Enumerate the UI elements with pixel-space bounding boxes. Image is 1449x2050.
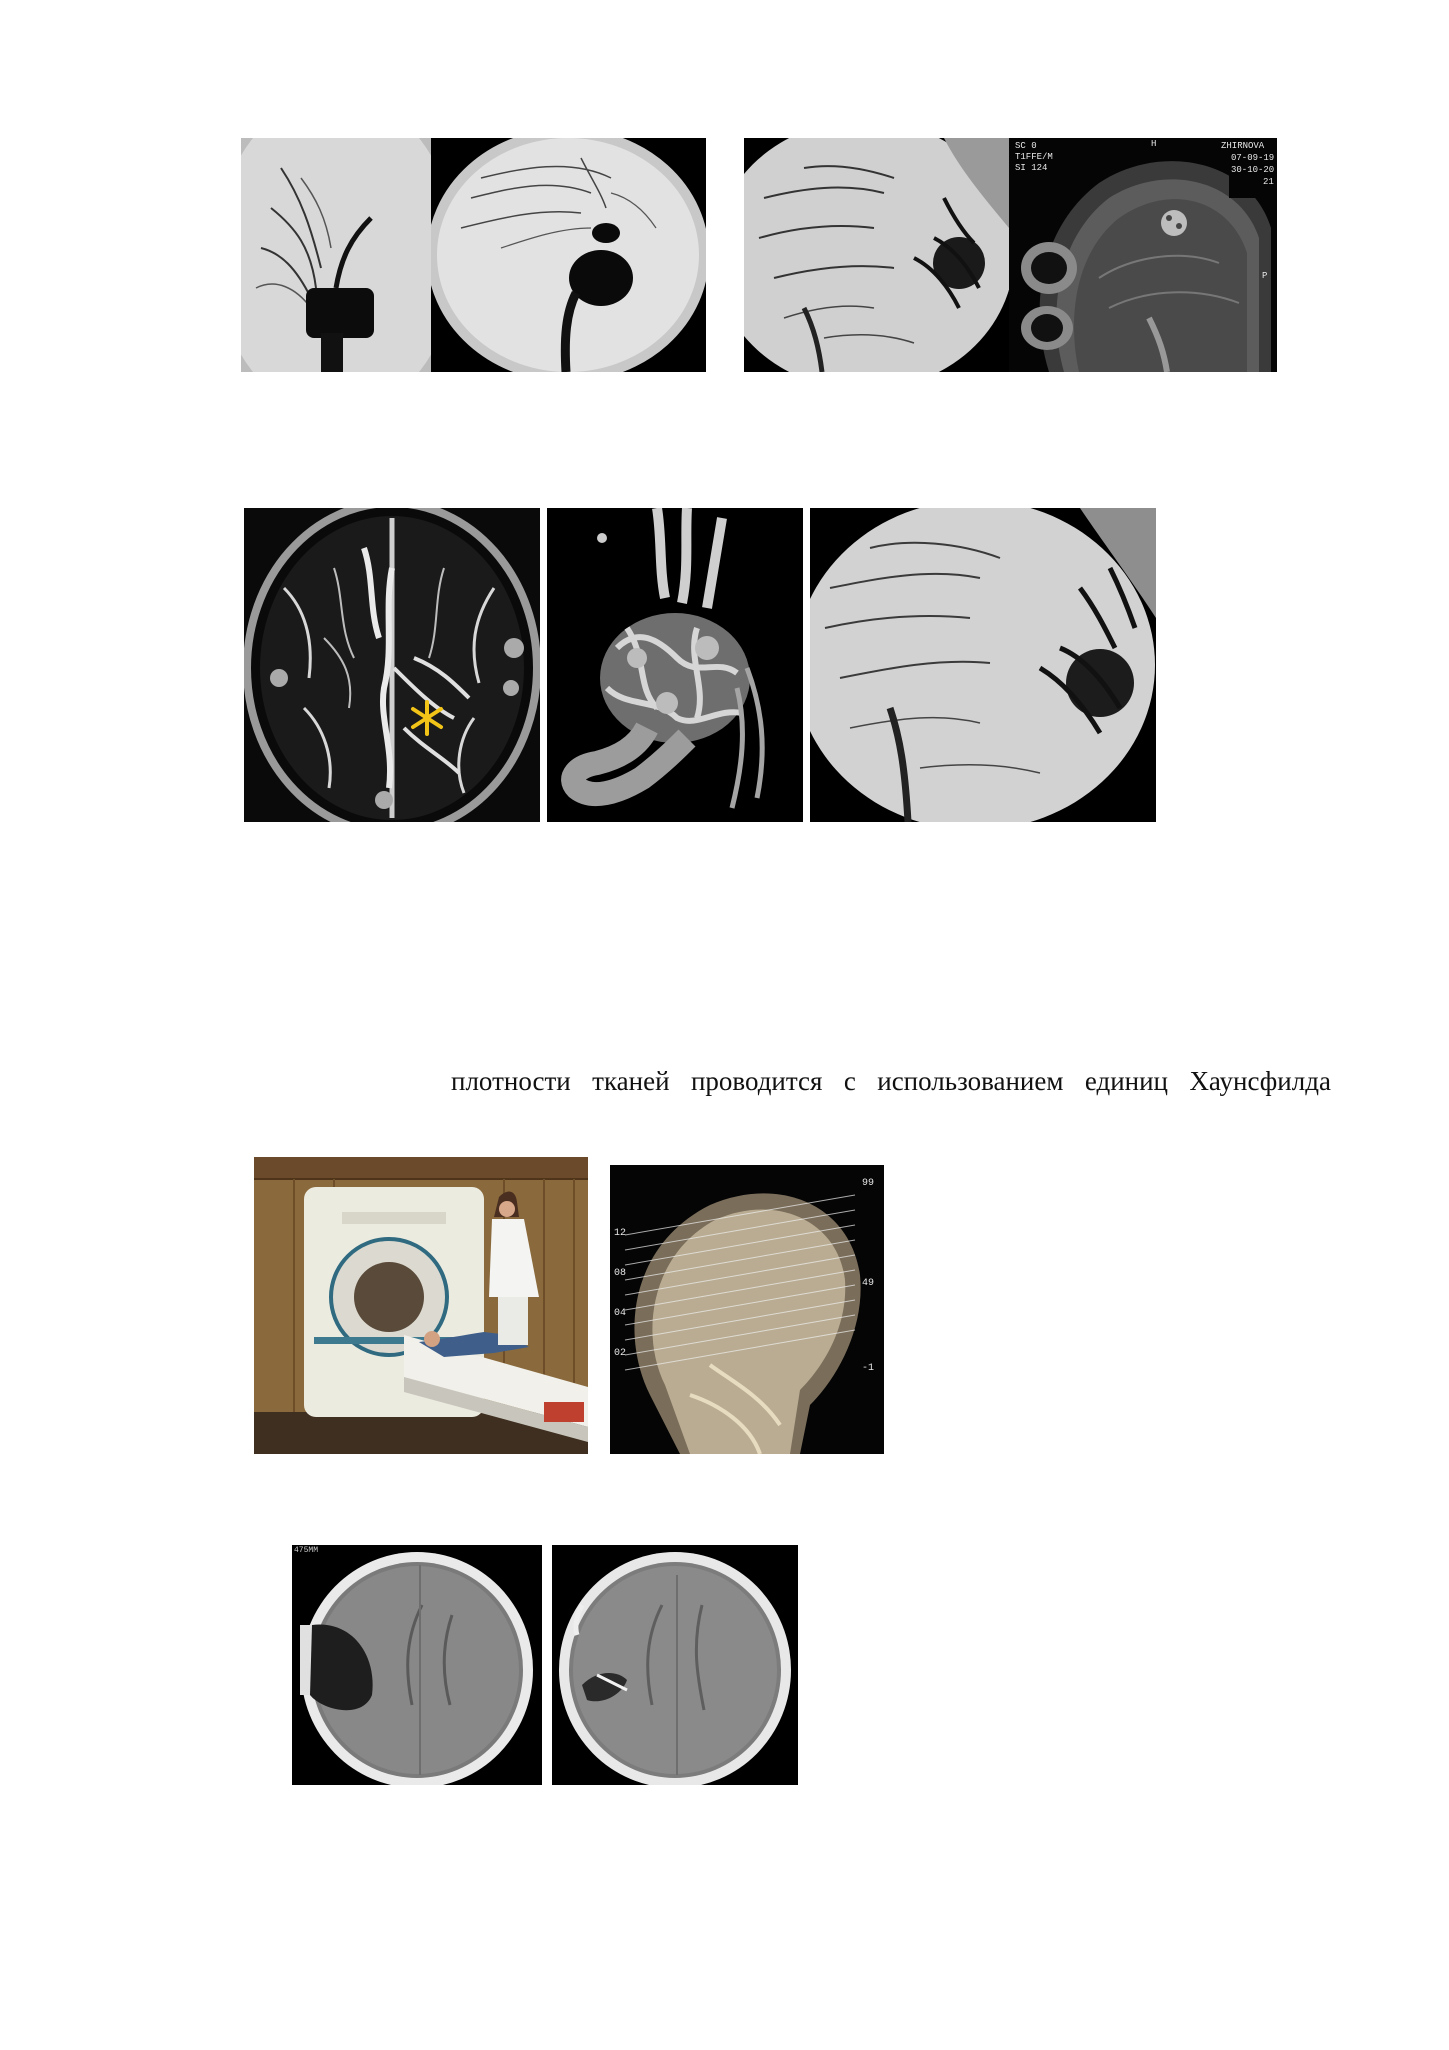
word: единиц bbox=[1084, 1066, 1169, 1096]
scout-label-right: 99 bbox=[862, 1178, 875, 1189]
scout-label-left: 08 bbox=[614, 1268, 627, 1279]
mri-side-marker: P bbox=[1262, 271, 1268, 281]
mri-number: 21 bbox=[1263, 177, 1274, 187]
angiogram-4 bbox=[810, 508, 1156, 822]
scout-label-left: 12 bbox=[614, 1228, 627, 1239]
mri-date-2: 30-10-20 bbox=[1231, 165, 1275, 175]
mri-line-1: SC 0 bbox=[1015, 141, 1037, 151]
word: тканей bbox=[592, 1066, 670, 1096]
scout-label-right: -1 bbox=[862, 1363, 875, 1374]
mri-date-1: 07-09-19 bbox=[1231, 153, 1275, 163]
scout-label-left: 04 bbox=[614, 1308, 627, 1319]
angiogram-3 bbox=[744, 138, 1009, 372]
ct-scale-label: 475MM bbox=[294, 1546, 319, 1555]
ct-scout-image bbox=[610, 1165, 884, 1454]
ct-axial-2 bbox=[552, 1545, 798, 1785]
word: плотности bbox=[451, 1066, 571, 1096]
scout-label-right: 49 bbox=[862, 1278, 875, 1289]
body-text-line bbox=[451, 1066, 1331, 1097]
mra-axial bbox=[244, 508, 540, 822]
word: использованием bbox=[877, 1066, 1064, 1096]
word: Хаунсфилда bbox=[1189, 1066, 1331, 1096]
word: с bbox=[843, 1066, 856, 1096]
3d-angio-reconstruction bbox=[547, 508, 803, 822]
ct-scanner-photo bbox=[254, 1157, 588, 1454]
mri-line-3: SI 124 bbox=[1015, 163, 1048, 173]
mri-top-marker: H bbox=[1151, 139, 1157, 149]
angiogram-2 bbox=[431, 138, 706, 372]
angiogram-1 bbox=[241, 138, 431, 372]
mri-patient: ZHIRNOVA bbox=[1221, 141, 1265, 151]
word: проводится bbox=[690, 1066, 823, 1096]
mri-line-2: T1FFE/M bbox=[1015, 152, 1053, 162]
scout-label-left: 02 bbox=[614, 1348, 627, 1359]
mri-sagittal bbox=[1009, 138, 1277, 372]
ct-axial-1 bbox=[292, 1545, 542, 1785]
